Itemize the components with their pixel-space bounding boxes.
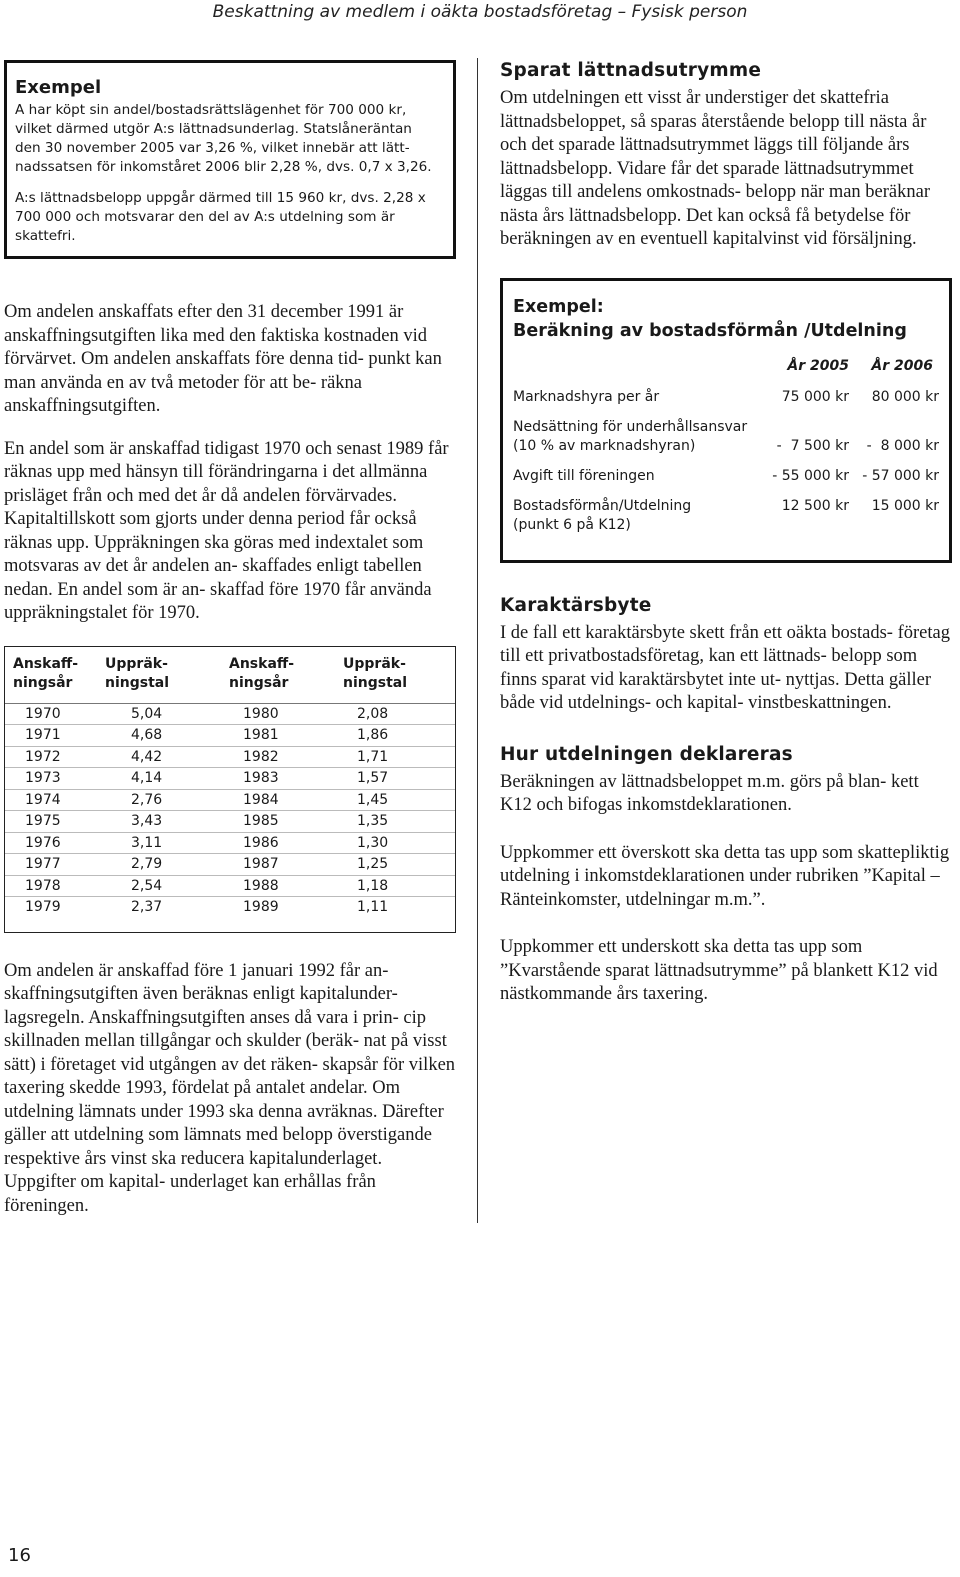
index-value-cell: 2,54 [105,875,229,897]
header-upprakningstal-2: Uppräk- ningstal [343,655,408,691]
deklareras-text-1: Beräkningen av lättnadsbeloppet m.m. görs på blan- kett K12 och bifogas inkomstdeklarationen. [500,771,919,815]
calc-value-2005: - 55 000 kr [772,467,849,484]
example-paragraph-1: A har köpt sin andel/bostadsrättslägenhet för 700 000 kr, vilket därmed utgör A:s lättnadsunderlag. Statslåneräntan den 30 november 2005 var 3,26 %, vilket innebär att lätt- nadssatsen för inkomståret 2006 blir 2,28 %, dvs. 0,7 x 3,26. [15,102,432,175]
year-cell: 1973 [5,768,105,790]
year-cell: 1976 [5,832,105,854]
index-value-cell: 1,57 [343,768,455,790]
calc-value-2005: 12 500 kr [781,497,849,514]
table-row [5,746,455,768]
karaktar-text: I de fall ett karaktärsbyte skett från ett oäkta bostads- företag till ett privatbostadsföretag, kan ett lättnads- belopp som finns sparat vid karaktärsbytet inte ut- nyttjas. Detta gäller både vid utdelnings- och kapital- vinstbeskattningen. [500,622,950,713]
index-value-cell: 3,43 [105,811,229,833]
page-number: 16 [8,1545,31,1566]
year-cell: 1975 [5,811,105,833]
year-cell: 1982 [229,746,343,768]
table-row [5,897,455,918]
example-box [4,60,456,259]
calc-value-2005: - 7 500 kr [776,437,849,454]
calc-value-2006: - 8 000 kr [866,437,939,454]
header-anskaffningsar-2: Anskaff- ningsår [229,655,295,691]
index-value-cell: 5,04 [105,703,229,725]
sparat-text: Om utdelningen ett visst år understiger det skattefria lättnadsbeloppet, så sparas återstående belopp till nästa år och det sparade lättnadsutrymmet läggs till följande års lättnadsbelopp. Vidare får det sparade lättnadsutrymmet läggas till andelens omkostnads- belopp när man beräknar nästa års lättnadsbelopp. Det kan också få betydelse för beräkningen av en eventuell kapitalvinst vid försäljning. [500,88,930,249]
year-cell: 1970 [5,703,105,725]
calc-example-subtitle: Beräkning av bostadsförmån /Utdelning [513,320,907,341]
index-value-cell: 1,25 [343,854,455,876]
calc-row [513,497,939,546]
index-value-cell: 2,79 [105,854,229,876]
year-cell: 1984 [229,789,343,811]
calc-label: Nedsättning för underhållsansvar (10 % av marknadshyran) [513,418,748,454]
header-anskaffningsar-1: Anskaff- ningsår [13,655,79,691]
year-cell: 1972 [5,746,105,768]
year-cell: 1979 [25,899,61,915]
right-column [500,60,952,1007]
year-2006-label: År 2006 [871,357,933,374]
index-value-cell: 1,45 [343,789,455,811]
table-row [5,832,455,854]
table-row [5,725,455,747]
index-value-cell: 1,30 [343,832,455,854]
index-table-box [4,646,456,933]
section-heading-sparat: Sparat lättnadsutrymme [500,60,762,81]
left-column [4,60,456,1218]
year-cell: 1985 [229,811,343,833]
index-value-cell: 1,35 [343,811,455,833]
index-value-cell: 2,37 [131,899,163,915]
column-divider [477,58,478,1223]
table-row [5,703,455,725]
running-header: Beskattning av medlem i oäkta bostadsföretag – Fysisk person [212,2,748,22]
index-table [5,655,455,918]
index-value-cell: 2,08 [343,703,455,725]
year-2005-label: År 2005 [787,357,849,374]
deklareras-text-2: Uppkommer ett överskott ska detta tas upp som skattepliktig utdelning i inkomstdeklarationen under rubriken ”Kapital – Ränteinkomster, utdelningar m.m.”. [500,842,950,910]
calc-value-2006: 15 000 kr [871,497,939,514]
header-separator [5,693,455,704]
body-paragraph-3: Om andelen är anskaffad före 1 januari 1992 får an- skaffningsutgiften även beräknas enligt kapitalunder- lagsregeln. Anskaffningsutgiften anses då vara i prin- cip skillnaden mellan tillgångar och skulder (beräk- nat på visst sätt) i företaget vid utgången av det räken- skapsår för vilken taxering skedde 1993, fördelat på antalet andelar. Om utdelning lämnats under 1993 ska denna avräknas. Därefter gäller att utdelning som lämnats med belopp överstigande respektive års vinst ska reducera kapitalunderlaget. Uppgifter om kapital- underlaget kan erhållas från föreningen. [4,960,456,1216]
section-heading-karaktar: Karaktärsbyte [500,594,652,616]
year-cell: 1986 [229,832,343,854]
index-value-cell: 4,68 [105,725,229,747]
table-row [5,789,455,811]
calculation-example-box [500,278,952,563]
calc-value-2006: - 57 000 kr [862,467,939,484]
calc-example-title: Exempel: [513,296,604,317]
calc-value-2005: 75 000 kr [781,388,849,405]
calc-label: Marknadshyra per år [513,388,660,405]
calc-label: Avgift till föreningen [513,467,655,484]
year-cell: 1971 [5,725,105,747]
year-cell: 1989 [243,899,279,915]
index-value-cell: 1,86 [343,725,455,747]
index-value-cell: 4,42 [105,746,229,768]
year-cell: 1980 [229,703,343,725]
header-upprakningstal-1: Uppräk- ningstal [105,655,170,691]
calc-row [513,388,939,418]
year-cell: 1974 [5,789,105,811]
calc-row [513,467,939,497]
calc-table [513,357,939,546]
year-cell: 1988 [229,875,343,897]
year-cell: 1978 [5,875,105,897]
year-cell: 1983 [229,768,343,790]
index-value-cell: 2,76 [105,789,229,811]
table-row [5,854,455,876]
deklareras-text-3: Uppkommer ett underskott ska detta tas upp som ”Kvarstående sparat lättnadsutrymme” på blankett K12 vid nästkommande års taxering. [500,937,938,1004]
example-heading: Exempel [15,77,102,98]
calc-row [513,418,939,467]
index-value-cell: 3,11 [105,832,229,854]
calc-value-2006: 80 000 kr [871,388,939,405]
calc-label: Bostadsförmån/Utdelning (punkt 6 på K12) [513,497,692,533]
index-value-cell: 1,71 [343,746,455,768]
index-value-cell: 1,18 [343,875,455,897]
section-heading-deklareras: Hur utdelningen deklareras [500,743,793,765]
index-value-cell: 1,11 [357,899,389,915]
table-row [5,875,455,897]
year-cell: 1977 [5,854,105,876]
body-paragraph-1: Om andelen anskaffats efter den 31 december 1991 är anskaffningsutgiften lika med den faktiska kostnaden vid förvärvet. Om andelen anskaffats före denna tid- punkt kan man använda en av två metoder för att be- räkna anskaffningsutgiften. [4,302,442,416]
example-paragraph-2: A:s lättnadsbelopp uppgår därmed till 15 960 kr, dvs. 2,28 x 700 000 och motsvarar den del av A:s utdelning som är skattefri. [15,190,426,244]
index-value-cell: 4,14 [105,768,229,790]
table-row [5,768,455,790]
year-cell: 1987 [229,854,343,876]
year-cell: 1981 [229,725,343,747]
body-paragraph-2: En andel som är anskaffad tidigast 1970 och senast 1989 får räknas upp med hänsyn till förändringarna i det allmänna prisläget från och med det år då andelen förvärvades. Kapitaltillskott som gjorts under denna period får också räknas upp. Uppräkningen ska göras med indextalet som motsvaras av det år andelen an- skaffades enligt tabellen nedan. En andel som är an- skaffad före 1970 får använda uppräkningstalet för 1970. [4,438,449,623]
table-row [5,811,455,833]
